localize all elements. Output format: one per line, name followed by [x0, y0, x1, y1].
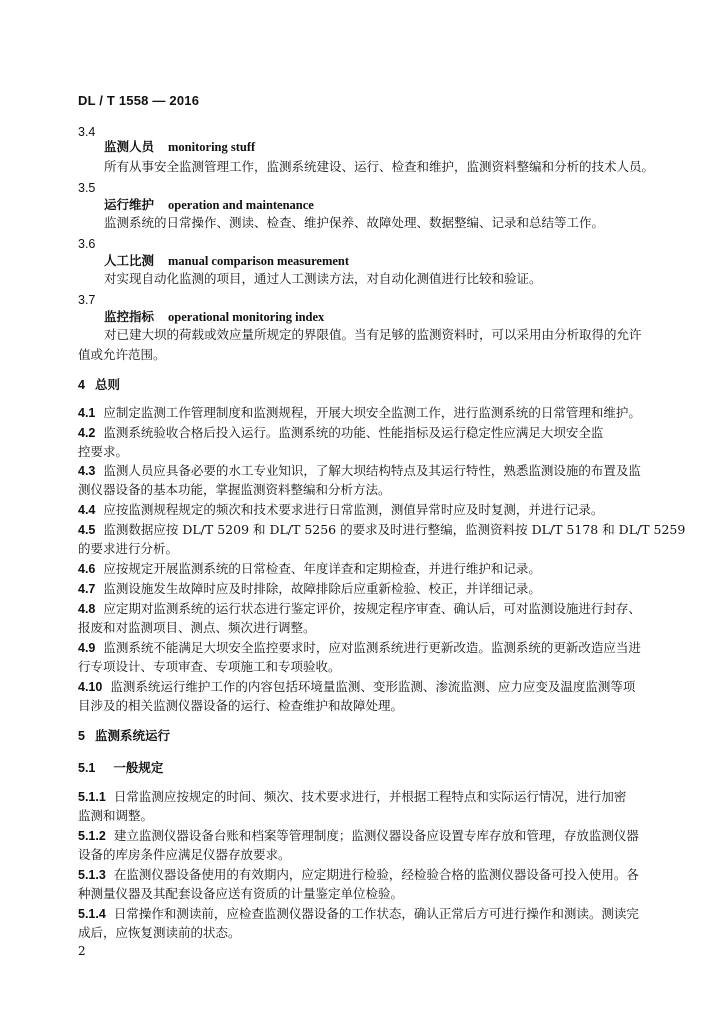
clause-text: 应按监测规程规定的频次和技术要求进行日常监测，测值异常时应及时复测，并进行记录。 — [103, 502, 604, 517]
section-title: 监测系统运行 — [94, 728, 170, 743]
clause — [78, 578, 658, 600]
term-definition: 对实现自动化监测的项目，通过人工测读方法，对自动化测值进行比较和验证。 — [104, 271, 542, 286]
clause-number: 4.5 — [78, 523, 96, 537]
clause-number: 4.10 — [78, 680, 103, 694]
clause-text: 监测系统不能满足大坝安全监控要求时，应对监测系统进行更新改造。监测系统的更新改造应当进 — [103, 640, 641, 655]
clause-text: 应按规定开展监测系统的日常检查、年度详查和定期检查，并进行维护和记录。 — [103, 561, 541, 576]
clause-text: 监测系统验收合格后投入运行。监测系统的功能、性能指标及运行稳定性应满足大坝安全监 — [103, 425, 604, 440]
clause-number: 5.1.4 — [78, 907, 106, 921]
term-heading — [104, 136, 658, 158]
clause-text-cont: 的要求进行分析。 — [78, 541, 179, 556]
clause-text: 监测人员应具备必要的水工专业知识，了解大坝结构特点及其运行特性，熟悉监测设施的布置及监 — [103, 463, 641, 478]
term-number: 3.4 — [78, 125, 96, 139]
subsection-title: 一般规定 — [113, 760, 164, 775]
clause-number: 4.8 — [78, 602, 96, 616]
clause-text-cont: 控要求。 — [78, 444, 129, 459]
term-number: 3.6 — [78, 237, 96, 251]
term-number: 3.7 — [78, 293, 96, 307]
clause-number: 5.1.3 — [78, 868, 106, 882]
term-en: monitoring stuff — [168, 140, 256, 154]
term-en: operational monitoring index — [168, 310, 325, 324]
clause-text-cont: 设备的库房条件应满足仪器存放要求。 — [78, 847, 291, 862]
subsection-heading — [78, 757, 658, 779]
term-en: operation and maintenance — [168, 198, 314, 212]
term-number: 3.5 — [78, 181, 96, 195]
clause — [78, 402, 658, 424]
term-definition-cont: 值或允许范围。 — [78, 347, 166, 362]
section-number: 5 — [78, 729, 85, 743]
term-cn: 运行维护 — [104, 197, 155, 212]
clause — [78, 499, 658, 521]
subsection-number: 5.1 — [78, 761, 96, 775]
clause-text: 监测系统运行维护工作的内容包括环境量监测、变形监测、渗流监测、应力应变及温度监测等项 — [110, 679, 636, 694]
clause-text: 建立监测仪器设备台账和档案等管理制度；监测仪器设备应设置专库存放和管理，存放监测仪器 — [113, 828, 639, 843]
clause-text: 在监测仪器设备使用的有效期内，应定期进行检验，经检验合格的监测仪器设备可投入使用。各 — [113, 867, 639, 882]
clause-number: 4.3 — [78, 464, 96, 478]
section-number: 4 — [78, 378, 85, 392]
clause-text-cont: 种测量仪器及其配套设备应送有资质的计量鉴定单位检验。 — [78, 886, 404, 901]
clause-text-cont: 行专项设计、专项审查、专项施工和专项验收。 — [78, 659, 341, 674]
clause-number: 4.9 — [78, 641, 96, 655]
clause-text: 应制定监测工作管理制度和监测规程，开展大坝安全监测工作，进行监测系统的日常管理和维护。 — [103, 405, 641, 420]
clause-number: 4.4 — [78, 503, 96, 517]
clause-text-cont: 测仪器设备的基本功能，掌握监测资料整编和分析方法。 — [78, 482, 391, 497]
clause-text: 日常操作和测读前，应检查监测仪器设备的工作状态，确认正常后方可进行操作和测读。测读完 — [113, 906, 639, 921]
clause — [78, 558, 658, 580]
term-en: manual comparison measurement — [168, 254, 350, 268]
clause-text: 应定期对监测系统的运行状态进行鉴定评价，按规定程序审查、确认后，可对监测设施进行封存、 — [103, 601, 641, 616]
clause-text-cont: 监测和调整。 — [78, 808, 154, 823]
clause-number: 5.1.1 — [78, 790, 106, 804]
clause-text: 监测数据应按 DL/T 5209 和 DL/T 5256 的要求及时进行整编，监测资料按 DL/T 5178 和 DL/T 5259 — [103, 522, 686, 537]
term-cn: 监控指标 — [104, 309, 155, 324]
term-cn: 监测人员 — [104, 139, 155, 154]
clause-text-cont: 报废和对监测项目、测点、频次进行调整。 — [78, 620, 316, 635]
clause-number: 4.7 — [78, 582, 96, 596]
section-heading — [78, 725, 658, 747]
clause-text: 监测设施发生故障时应及时排除，故障排除后应重新检验、校正，并详细记录。 — [103, 581, 541, 596]
section-heading — [78, 374, 658, 396]
clause-text-cont: 目涉及的相关监测仪器设备的运行、检查维护和故障处理。 — [78, 698, 404, 713]
term-definition: 所有从事安全监测管理工作，监测系统建设、运行、检查和维护，监测资料整编和分析的技术人员。 — [104, 159, 655, 174]
term-definition: 监测系统的日常操作、测读、检查、维护保养、故障处理、数据整编、记录和总结等工作。 — [104, 215, 605, 230]
clause-number: 4.1 — [78, 406, 96, 420]
clause-text: 日常监测应按规定的时间、频次、技术要求进行，并根据工程特点和实际运行情况，进行加密 — [113, 789, 627, 804]
section-title: 总则 — [94, 377, 120, 392]
clause-text-cont: 成后，应恢复测读前的状态。 — [78, 925, 241, 940]
term-cn: 人工比测 — [104, 253, 155, 268]
clause-number: 4.6 — [78, 562, 96, 576]
clause-number: 4.2 — [78, 426, 96, 440]
term-definition: 对已建大坝的荷载或效应量所规定的界限值。当有足够的监测资料时，可以采用由分析取得的允许 — [104, 327, 642, 342]
page-number: 2 — [78, 944, 86, 958]
standard-header: DL / T 1558 — 2016 — [78, 93, 200, 108]
clause-number: 5.1.2 — [78, 829, 106, 843]
